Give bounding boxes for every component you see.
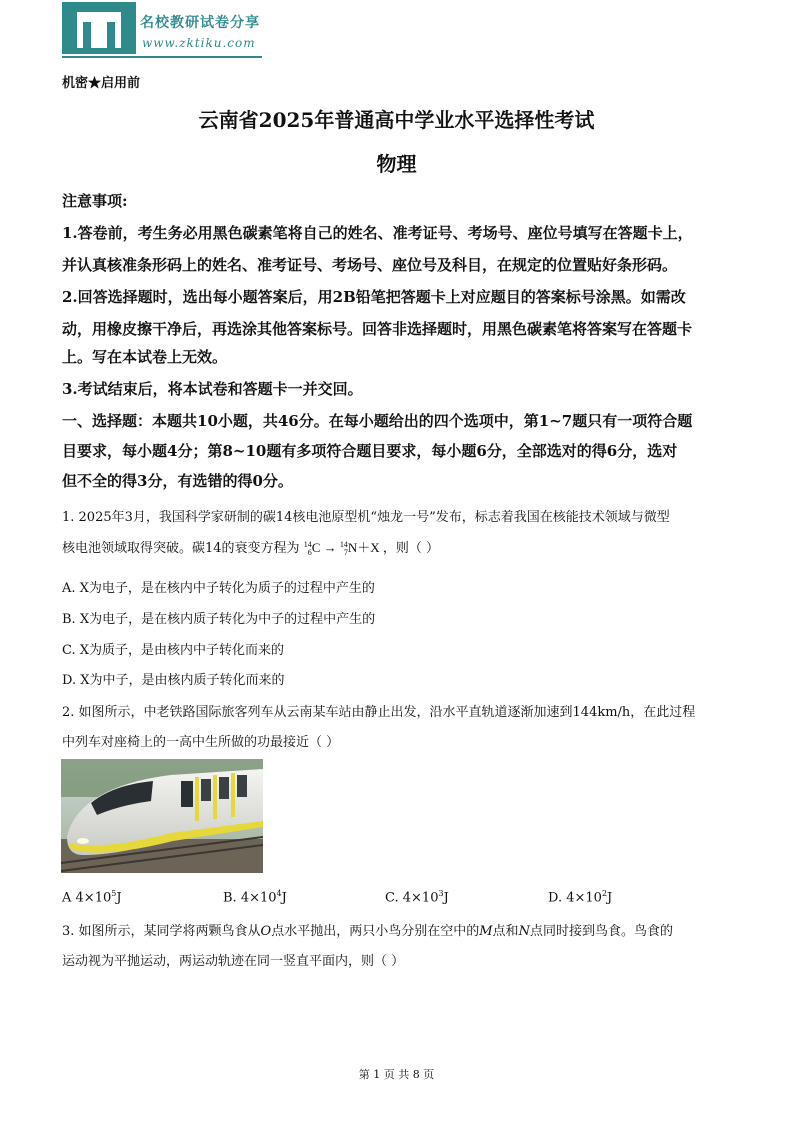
confidential-label: 机密★启用前 — [62, 76, 141, 91]
notice-heading: 注意事项: — [62, 192, 128, 210]
notice-line: 动，用橡皮擦干净后，再选涂其他答案标号。回答非选择题时，用黑色碳素笔将答案写在答题卡 — [62, 320, 693, 338]
q2-stem: 中列车对座椅上的一高中生所做的功最接近（ ） — [62, 735, 340, 750]
logo-mark — [62, 2, 136, 54]
notice-line: 并认真核准条形码上的姓名、准考证号、考场号、座位号及科目，在规定的位置贴好条形码。 — [62, 256, 678, 274]
q2-option-d: D. $4\times 10^2J$ — [548, 889, 613, 906]
exam-title: 云南省2025年普通高中学业水平选择性考试 — [198, 108, 595, 132]
q3-stem: 3. 如图所示，某同学将两颗鸟食从O点水平抛出，两只小鸟分别在空中的M点和N点同时接到鸟食。鸟食的 — [62, 924, 673, 939]
q1-stem: 1. 2025年3月，我国科学家研制的碳14核电池原型机“烛龙一号”发布，标志着我国在核能技术领域与微型 — [62, 510, 670, 525]
q2-option-b: B. $4\times 10^4J$ — [223, 889, 287, 906]
q1-stem-equation: 核电池领域取得突破。碳14的衰变方程为 14 6 C → 14 7 N＋X ，则（ ） — [62, 540, 440, 558]
page-footer: 第 1 页 共 8 页 — [358, 1068, 435, 1081]
logo-underline — [62, 56, 262, 58]
logo-name: 名校教研试卷分享 — [140, 15, 260, 31]
q3-stem: 运动视为平抛运动，两运动轨迹在同一竖直平面内，则（ ） — [62, 954, 405, 969]
q2-stem: 2. 如图所示，中老铁路国际旅客列车从云南某车站由静止出发，沿水平直轨道逐渐加速到144km/h，在此过程 — [62, 705, 696, 720]
notice-line: 1.答卷前，考生务必用黑色碳素笔将自己的姓名、准考证号、考场号、座位号填写在答题卡上， — [62, 224, 693, 242]
subject-title: 物理 — [376, 152, 417, 176]
section-instructions: 但不全的得3分，有选错的得0分。 — [62, 472, 293, 490]
q2-option-c: C. $4\times 10^3J$ — [385, 889, 449, 906]
q1-option-b: B. X为电子，是在核内质子转化为中子的过程中产生的 — [62, 612, 376, 627]
logo-url: www.zktiku.com — [142, 36, 256, 50]
q2-option-a: A $4\times 10^5J$ — [62, 889, 122, 906]
q1-option-d: D. X为中子，是由核内质子转化而来的 — [62, 673, 285, 688]
notice-line: 上。写在本试卷上无效。 — [62, 348, 228, 366]
section-instructions: 一、选择题：本题共10小题，共46分。在每小题给出的四个选项中，第1~7题只有一项符合题 — [62, 412, 693, 430]
logo — [62, 2, 272, 58]
section-instructions: 目要求，每小题4分；第8~10题有多项符合题目要求，每小题6分，全部选对的得6分，选对 — [62, 442, 678, 460]
q1-option-a: A. X为电子，是在核内中子转化为质子的过程中产生的 — [62, 581, 375, 596]
q1-option-c: C. X为质子，是由核内中子转化而来的 — [62, 643, 285, 658]
decay-equation: 14 6 C → 14 7 N＋X — [303, 540, 380, 558]
notice-line: 2.回答选择题时，选出每小题答案后，用2B铅笔把答题卡上对应题目的答案标号涂黑。如需改 — [62, 288, 686, 306]
notice-line: 3.考试结束后，将本试卷和答题卡一并交回。 — [62, 380, 363, 398]
train-photo — [61, 759, 263, 873]
